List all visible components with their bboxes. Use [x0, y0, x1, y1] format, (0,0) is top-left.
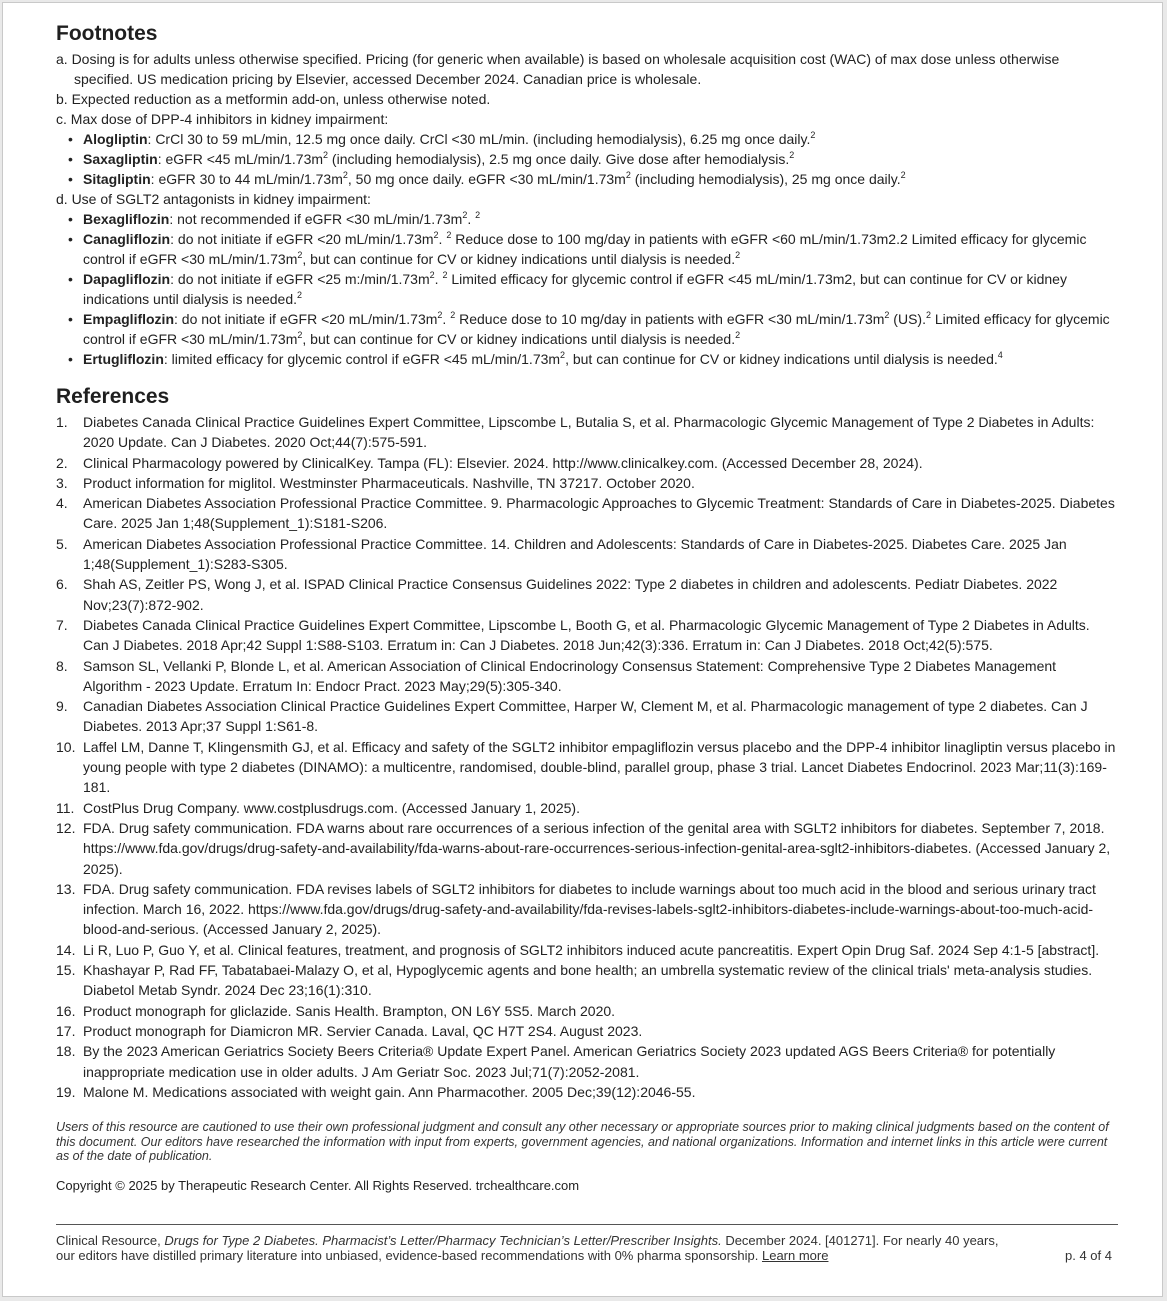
reference-number: 6.	[56, 576, 68, 593]
reference-item	[56, 798, 1118, 818]
superscript: 2	[560, 350, 566, 360]
reference-text: By the 2023 American Geriatrics Society Beers Criteria® Update Expert Panel. American Geriatrics Society 2023 updated AGS Beers Criteria® for potentially inappropriate medication use in older adults. J Am Geriatr Soc. 2023 Jul;71(7):2052-2081.	[83, 1043, 1056, 1080]
reference-text: CostPlus Drug Company. www.costplusdrugs.com. (Accessed January 1, 2025).	[83, 799, 580, 816]
superscript: 2	[297, 330, 303, 340]
item-text: .	[434, 271, 443, 287]
item-text: (including hemodialysis), 2.5 mg once daily. Give dose after hemodialysis.	[328, 151, 790, 167]
citation-sup: 4	[997, 350, 1003, 360]
reference-item	[56, 1041, 1118, 1082]
footnote-c-intro: c. Max dose of DPP-4 inhibitors in kidney impairment:	[56, 111, 389, 127]
list-item	[83, 269, 1118, 309]
list-item	[83, 309, 1118, 349]
list-item	[83, 349, 1118, 369]
drug-name: Empagliflozin	[83, 311, 174, 327]
item-text: , but can continue for CV or kidney indications until dialysis is needed.	[302, 251, 736, 267]
reference-item	[56, 940, 1118, 960]
reference-number: 15.	[56, 962, 76, 979]
item-text: , 50 mg once daily. eGFR <30 mL/min/1.73m	[347, 171, 626, 187]
item-text: : eGFR 30 to 44 mL/min/1.73m	[150, 171, 343, 187]
item-text: , but can continue for CV or kidney indications until dialysis is needed.	[565, 351, 998, 367]
drug-name: Canagliflozin	[83, 231, 171, 247]
learn-more-link[interactable]: Learn more	[761, 1248, 829, 1263]
disclaimer: Users of this resource are cautioned to use their own professional judgment and consult any other necessary or appropriate sources prior to making clinical judgments based on the content of this document. Our editors have researched the information with input from experts, government agencies, and national organizations. Information and internet links in this article were current as of the date of publication.	[56, 1120, 1109, 1164]
drug-name: Dapagliflozin	[83, 271, 171, 287]
item-text: : not recommended if eGFR <30 mL/min/1.73m	[169, 211, 463, 227]
superscript: 2	[625, 170, 631, 180]
reference-text: Diabetes Canada Clinical Practice Guidelines Expert Committee, Lipscombe L, Booth G, et al. Pharmacologic Glycemic Management of Type 2 Diabetes in Adults. Can J Diabetes. 2018 Apr;42 Suppl 1:S88-S103. Erratum in: Can J Diabetes. 2018 Jun;42(3):336. Erratum in: Can J Diabetes. 2018 Oct;42(5):575.	[83, 616, 1090, 654]
citation-sup: 2	[446, 230, 452, 240]
drug-name: Bexagliflozin	[83, 211, 170, 227]
superscript: 2	[884, 310, 890, 320]
item-text: .	[442, 311, 451, 327]
item-text: : do not initiate if eGFR <20 mL/min/1.73m	[170, 231, 434, 247]
reference-item	[56, 737, 1118, 798]
item-text: .	[438, 231, 447, 247]
reference-text: Khashayar P, Rad FF, Tabatabaei-Malazy O, et al, Hypoglycemic agents and bone health; an umbrella systematic review of the clinical trials' meta-analysis studies. Diabetol Metab Syndr. 2024 Dec 23;16(1):310.	[83, 962, 1093, 999]
list-item	[83, 209, 1118, 229]
page-number: p. 4 of 4	[1065, 1248, 1112, 1263]
item-text: Reduce dose to 10 mg/day in patients with eGFR <30 mL/min/1.73m	[455, 311, 885, 327]
superscript: 2	[429, 270, 435, 280]
drug-name: Ertugliflozin	[83, 351, 164, 367]
reference-number: 5.	[56, 535, 68, 552]
citation-sup: 2	[442, 270, 448, 280]
reference-item	[56, 656, 1118, 697]
citation-sup: 2	[475, 210, 481, 220]
item-text: (US).	[889, 311, 926, 327]
reference-text: Laffel LM, Danne T, Klingensmith GJ, et al. Efficacy and safety of the SGLT2 inhibitor empagliflozin versus placebo and the DPP-4 inhibitor linagliptin versus placebo in young people with type 2 diabetes (DINAMO): a multicentre, randomised, double-blind, parallel group, phase 3 trial. Lancet Diabetes Endocrinol. 2023 Mar;11(3):169-181.	[83, 738, 1116, 796]
footer-prefix: Clinical Resource,	[56, 1233, 165, 1248]
reference-number: 14.	[56, 941, 76, 958]
reference-item	[56, 1001, 1118, 1021]
reference-text: FDA. Drug safety communication. FDA warns about rare occurrences of a serious infection of the genital area with SGLT2 inhibitors for diabetes. September 7, 2018. https://www.fda.gov/drugs/drug-safety-and-availability/fda-warns-about-rare-occurrences-serious-infection-genital-area-sglt2-inhibitors-diabetes. (Accessed January 2, 2025).	[83, 819, 1111, 877]
document-page	[2, 2, 1163, 1297]
superscript: 2	[323, 150, 329, 160]
drug-name: Alogliptin	[83, 131, 148, 147]
reference-number: 7.	[56, 616, 68, 633]
citation-sup: 2	[789, 150, 795, 160]
drug-name: Sitagliptin	[83, 171, 151, 187]
footnote-b: b. Expected reduction as a metformin add-on, unless otherwise noted.	[56, 91, 491, 107]
reference-item	[56, 879, 1118, 940]
list-item	[83, 169, 1118, 189]
superscript: 2	[342, 170, 348, 180]
item-text: : do not initiate if eGFR <20 mL/min/1.73m	[174, 311, 438, 327]
citation-sup: 2	[450, 310, 456, 320]
reference-number: 1.	[56, 414, 68, 430]
reference-number: 9.	[56, 698, 68, 715]
list-item	[83, 149, 1118, 169]
reference-number: 3.	[56, 474, 68, 491]
reference-number: 2.	[56, 454, 68, 471]
page-content	[56, 19, 1118, 1194]
reference-text: Li R, Luo P, Guo Y, et al. Clinical features, treatment, and prognosis of SGLT2 inhibitors induced acute pancreatitis. Expert Opin Drug Saf. 2024 Sep 4:1-5 [abstract].	[83, 941, 1100, 958]
list-item	[83, 229, 1118, 269]
reference-text: Product monograph for gliclazide. Sanis Health. Brampton, ON L6Y 5S5. March 2020.	[83, 1002, 616, 1019]
reference-item	[56, 493, 1118, 534]
reference-text: Shah AS, Zeitler PS, Wong J, et al. ISPAD Clinical Practice Consensus Guidelines 2022: Type 2 diabetes in children and adolescents. Pediatr Diabetes. 2022 Nov;23(7):872-902.	[83, 576, 1058, 613]
item-text: (including hemodialysis), 25 mg once daily.	[630, 171, 901, 187]
reference-item	[56, 473, 1118, 493]
reference-text: Canadian Diabetes Association Clinical Practice Guidelines Expert Committee, Harper W, Clement M, et al. Pharmacologic management of type 2 diabetes. Can J Diabetes. 2013 Apr;37 Suppl 1:S61-8.	[83, 698, 1088, 735]
footer-title: Drugs for Type 2 Diabetes. Pharmacist’s Letter/Pharmacy Technician’s Letter/Prescriber Insights.	[164, 1233, 722, 1248]
reference-item	[56, 818, 1118, 879]
citation-sup: 2	[925, 310, 931, 320]
footnote-a: a. Dosing is for adults unless otherwise specified. Pricing (for generic when available) is based on wholesale acquisition cost (WAC) of max dose unless otherwise specified. US medication pricing by Elsevier, accessed December 2024. Canadian price is wholesale.	[56, 51, 1060, 87]
reference-number: 19.	[56, 1083, 76, 1100]
reference-text: Diabetes Canada Clinical Practice Guidelines Expert Committee, Lipscombe L, Butalia S, et al. Pharmacologic Glycemic Management of Type 2 Diabetes in Adults: 2020 Update. Can J Diabetes. 2020 Oct;44(7):575-591.	[83, 414, 1095, 451]
footer-divider	[56, 1224, 1118, 1225]
item-text: Limited efficacy for glycemic control if eGFR <45 mL/min/1.73m2, but can continue for CV or kidney indications until dialysis is needed.	[83, 271, 1067, 307]
reference-number: 12.	[56, 819, 76, 836]
reference-number: 18.	[56, 1043, 76, 1060]
reference-number: 16.	[56, 1002, 76, 1019]
footer-citation	[56, 1233, 1016, 1263]
reference-text: Product monograph for Diamicron MR. Servier Canada. Laval, QC H7T 2S4. August 2023.	[83, 1022, 643, 1039]
reference-item	[56, 453, 1118, 473]
reference-item	[56, 574, 1118, 615]
citation-sup: 2	[810, 130, 816, 140]
reference-number: 17.	[56, 1022, 76, 1039]
footnote-d-intro: d. Use of SGLT2 antagonists in kidney impairment:	[56, 191, 371, 207]
reference-item	[56, 1021, 1118, 1041]
reference-number: 10.	[56, 738, 76, 755]
reference-text: Clinical Pharmacology powered by ClinicalKey. Tampa (FL): Elsevier. 2024. http://www.clinicalkey.com. (Accessed December 28, 2024).	[83, 454, 923, 471]
citation-sup: 2	[900, 170, 906, 180]
item-text: .	[467, 211, 476, 227]
citation-sup: 2	[735, 330, 741, 340]
item-text: Reduce dose to 100 mg/day in patients with eGFR <60 mL/min/1.73m2.2 Limited efficacy for glycemic control if eGFR <30 mL/min/1.73m	[83, 231, 1087, 267]
item-text: : do not initiate if eGFR <25 m:/min/1.73m	[170, 271, 430, 287]
superscript: 2	[462, 210, 468, 220]
reference-text: Malone M. Medications associated with weight gain. Ann Pharmacother. 2005 Dec;39(12):2046-55.	[83, 1083, 696, 1100]
copyright: Copyright © 2025 by Therapeutic Research Center. All Rights Reserved. trchealthcare.com	[56, 1177, 580, 1193]
reference-item	[56, 960, 1118, 1001]
reference-number: 4.	[56, 495, 68, 512]
item-text: : CrCl 30 to 59 mL/min, 12.5 mg once daily. CrCl <30 mL/min. (including hemodialysis), 6.25 mg once daily.	[147, 131, 811, 147]
citation-sup: 2	[297, 290, 303, 300]
page-footer	[56, 1233, 1118, 1263]
drug-name: Saxagliptin	[83, 151, 158, 167]
dpp4-dose-list	[56, 129, 1118, 189]
item-text: : eGFR <45 mL/min/1.73m	[157, 151, 324, 167]
footnotes-heading: Footnotes	[56, 22, 158, 45]
reference-item	[56, 615, 1118, 656]
reference-text: FDA. Drug safety communication. FDA revises labels of SGLT2 inhibitors for diabetes to include warnings about too much acid in the blood and serious urinary tract infection. March 16, 2022. https://www.fda.gov/drugs/drug-safety-and-availability/fda-revises-labels-sglt2-inhibitors-diabetes-include-warnings-about-too-much-acid-blood-and-serious. (Accessed January 2, 2025).	[83, 880, 1096, 938]
reference-text: American Diabetes Association Professional Practice Committee. 9. Pharmacologic Approaches to Glycemic Treatment: Standards of Care in Diabetes-2025. Diabetes Care. 2025 Jan 1;48(Supplement_1):S181-S206.	[83, 495, 1115, 532]
list-item	[83, 129, 1118, 149]
reference-text: American Diabetes Association Professional Practice Committee. 14. Children and Adolescents: Standards of Care in Diabetes-2025. Diabetes Care. 2025 Jan 1;48(Supplement_1):S283-S305.	[83, 535, 1067, 573]
reference-number: 13.	[56, 880, 76, 897]
reference-item	[56, 1082, 1118, 1102]
reference-number: 8.	[56, 657, 68, 674]
reference-item	[56, 696, 1118, 737]
item-text: Limited efficacy for glycemic control if eGFR <30 mL/min/1.73m	[83, 311, 1110, 347]
item-text: , but can continue for CV or kidney indications until dialysis is needed.	[302, 331, 736, 347]
superscript: 2	[297, 250, 303, 260]
sglt2-kidney-list	[56, 209, 1118, 369]
reference-item	[56, 534, 1118, 575]
superscript: 2	[437, 310, 443, 320]
reference-text: Samson SL, Vellanki P, Blonde L, et al. American Association of Clinical Endocrinology Consensus Statement: Comprehensive Type 2 Diabetes Management Algorithm - 2023 Update. Erratum In: Endocr Pract. 2023 May;29(5):305-340.	[83, 657, 1057, 694]
references-list	[56, 412, 1118, 1102]
references-heading: References	[56, 385, 170, 408]
reference-item	[56, 412, 1118, 453]
citation-sup: 2	[735, 250, 741, 260]
reference-text: Product information for miglitol. Westminster Pharmaceuticals. Nashville, TN 37217. October 2020.	[83, 474, 695, 491]
footer-suffix: December 2024. [401271]. For nearly 40 years, our editors have distilled primary literature into unbiased, evidence-based recommendations with 0% pharma sponsorship.	[56, 1233, 999, 1263]
item-text: : limited efficacy for glycemic control if eGFR <45 mL/min/1.73m	[163, 351, 561, 367]
superscript: 2	[433, 230, 439, 240]
reference-number: 11.	[56, 799, 75, 816]
